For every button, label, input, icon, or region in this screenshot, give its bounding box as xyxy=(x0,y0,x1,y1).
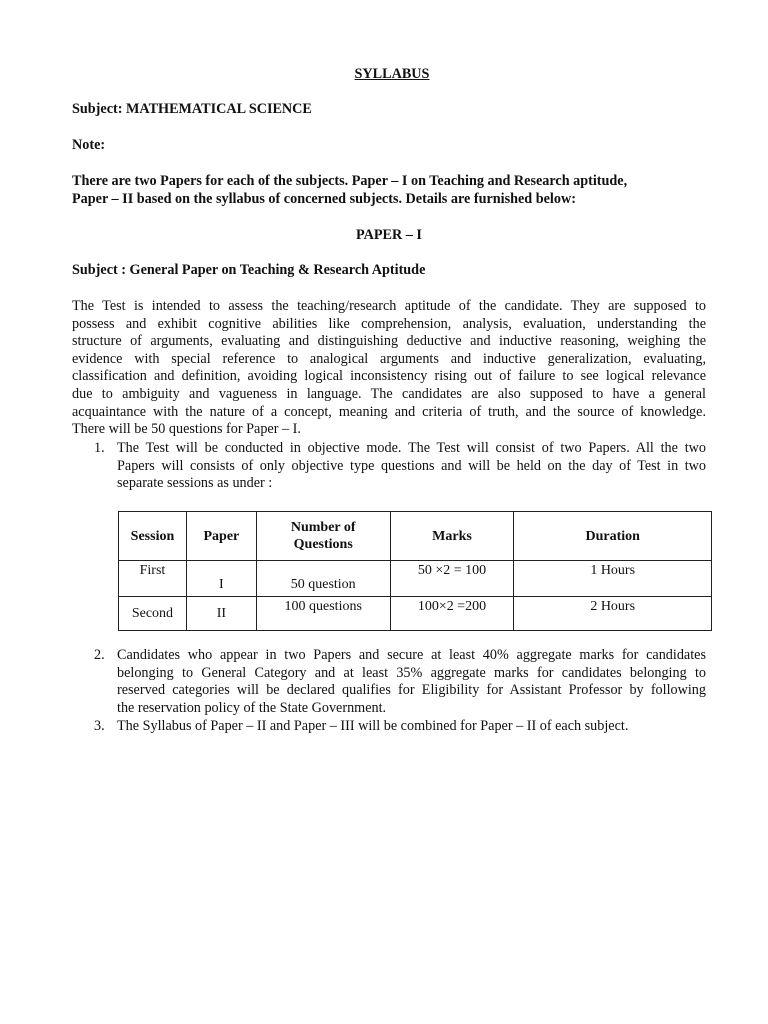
list-line: The Syllabus of Paper – II and Paper – III will be combined for Paper – II of each subject. xyxy=(117,718,629,734)
cell-duration: 2 Hours xyxy=(514,597,712,631)
list-item-text xyxy=(117,440,706,493)
paragraph-line: classification and definition, avoiding logical inconsistency rising out of failure to see logical relevance xyxy=(72,368,706,385)
cell-paper: II xyxy=(186,597,256,631)
header-marks: Marks xyxy=(390,512,514,561)
header-questions-line1: Number of xyxy=(290,520,356,535)
list-line: Candidates who appear in two Papers and secure at least 40% aggregate marks for candidates xyxy=(117,647,706,663)
paragraph-line: due to ambiguity and vagueness in language. The candidates are also supposed to have a general xyxy=(72,385,706,402)
session-table xyxy=(118,511,712,631)
list-line: separate sessions as under : xyxy=(117,475,273,492)
header-session: Session xyxy=(119,512,187,561)
intro-line: There are two Papers for each of the subjects. Paper – I on Teaching and Research aptitude, xyxy=(72,173,628,189)
paper-subject: Subject : General Paper on Teaching & Research Aptitude xyxy=(72,262,426,278)
list-line: reserved categories will be declared qualifies for Eligibility for Assistant Professor by following xyxy=(117,682,706,699)
cell-marks: 50 ×2 = 100 xyxy=(390,561,514,597)
paragraph-line: evidence with special reference to analogical arguments and inductive generalization, evaluating, xyxy=(72,350,706,367)
paragraph-line: acquaintance with the nature of a concept, meaning and criteria of truth, and the source of knowledge. xyxy=(72,403,706,420)
paper-heading: PAPER – I xyxy=(356,227,422,243)
list-number: 3. xyxy=(94,718,105,734)
table-row xyxy=(119,561,712,597)
header-duration: Duration xyxy=(514,512,712,561)
cell-questions: 50 question xyxy=(256,561,390,597)
cell-marks: 100×2 =200 xyxy=(390,597,514,631)
cell-session: First xyxy=(119,561,187,597)
table-row xyxy=(119,597,712,631)
note-label: Note: xyxy=(72,137,106,153)
paragraph-line: There will be 50 questions for Paper – I. xyxy=(72,421,301,438)
subject-line: Subject: MATHEMATICAL SCIENCE xyxy=(72,101,312,117)
page-title: SYLLABUS xyxy=(354,66,430,82)
description-paragraph xyxy=(72,298,706,439)
list-item-text xyxy=(117,718,706,736)
list-number: 2. xyxy=(94,647,105,663)
cell-session: Second xyxy=(119,597,187,631)
cell-duration: 1 Hours xyxy=(514,561,712,597)
paragraph-line: structure of arguments, evaluating and distinguishing deductive and inductive reasoning, weighing the xyxy=(72,333,706,350)
paragraph-line: possess and exhibit cognitive abilities like comprehension, analysis, evaluation, understanding the xyxy=(72,315,706,332)
list-line: belonging to General Category and at least 35% aggregate marks for candidates belonging to xyxy=(117,664,706,681)
list-item-text xyxy=(117,647,706,717)
header-questions xyxy=(256,512,390,561)
intro-line: Paper – II based on the syllabus of concerned subjects. Details are furnished below: xyxy=(72,190,576,207)
list-line: Papers will consists of only objective type questions and will be held on the day of Test in two xyxy=(117,457,706,474)
cell-paper: I xyxy=(186,561,256,597)
header-questions-line2: Questions xyxy=(293,537,353,552)
list-line: The Test will be conducted in objective mode. The Test will consist of two Papers. All the two xyxy=(117,440,706,456)
intro-paragraph xyxy=(72,173,712,208)
list-number: 1. xyxy=(94,440,105,456)
list-line: the reservation policy of the State Government. xyxy=(117,699,387,716)
header-paper: Paper xyxy=(186,512,256,561)
table-header-row xyxy=(119,512,712,561)
cell-questions: 100 questions xyxy=(256,597,390,631)
paragraph-line: The Test is intended to assess the teaching/research aptitude of the candidate. They are supposed to xyxy=(72,298,706,314)
